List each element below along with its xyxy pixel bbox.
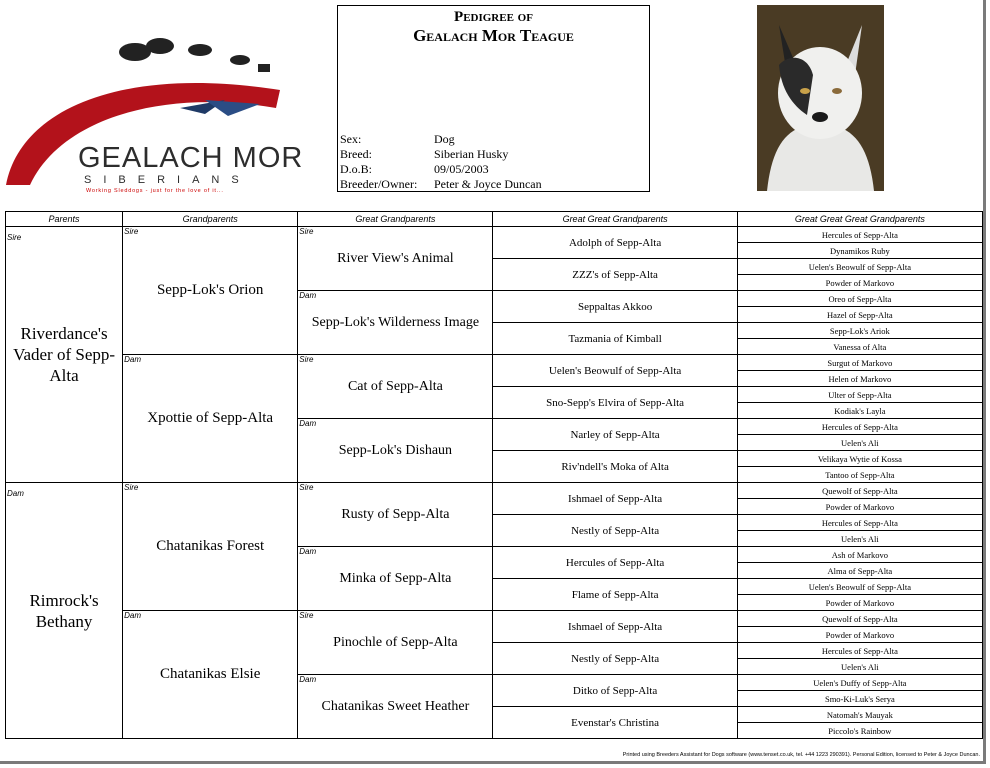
ggg-grandparent: Hercules of Sepp-Alta [737,227,982,243]
great-grandparent-name: Sepp-Lok's Dishaun [338,442,453,458]
grandparent-sire [123,227,298,355]
grandparent-name: Sepp-Lok's Orion [156,282,264,298]
info-value: Peter & Joyce Duncan [434,177,542,191]
ggg-grandparent: Uelen's Ali [737,659,982,675]
dam-tag: Dam [124,611,141,620]
dog-photo [757,5,884,191]
ggg-grandparent: Powder of Markovo [737,499,982,515]
sire-tag: Sire [7,233,22,242]
great-grandparent-sire [298,611,493,675]
great-grandparent-name: Cat of Sepp-Alta [347,378,443,394]
ggg-grandparent: Hazel of Sepp-Alta [737,307,982,323]
parent-name: Riverdance's Vader of Sepp-Alta [13,324,116,385]
ggg-grandparent: Ulter of Sepp-Alta [737,387,982,403]
dog-name-title: Gealach Mor Teague [413,26,574,45]
husky-portrait [757,5,884,191]
great-grandparent-sire [298,483,493,547]
ggg-grandparent: Hercules of Sepp-Alta [737,515,982,531]
grandparent-name: Chatanikas Elsie [159,666,261,682]
gg-grandparent: Narley of Sepp-Alta [493,419,737,451]
great-grandparent-dam [298,675,493,739]
gg-grandparent: Uelen's Beowulf of Sepp-Alta [493,355,737,387]
grandparent-name: Chatanikas Forest [156,538,265,554]
grandparent-dam [123,611,298,739]
great-grandparent-name: Pinochle of Sepp-Alta [333,634,458,650]
info-row-breed [340,147,542,162]
info-label: Breed: [340,147,372,161]
ggg-grandparent: Uelen's Ali [737,435,982,451]
ggg-grandparent: Quewolf of Sepp-Alta [737,483,982,499]
ggg-grandparent: Uelen's Duffy of Sepp-Alta [737,675,982,691]
sire-tag: Sire [124,227,139,236]
gg-grandparent: Ditko of Sepp-Alta [493,675,737,707]
great-grandparent-name: Rusty of Sepp-Alta [341,506,450,522]
column-header: Great Great Grandparents [493,212,737,227]
ggg-grandparent: Quewolf of Sepp-Alta [737,611,982,627]
ggg-grandparent: Powder of Markovo [737,275,982,291]
ggg-grandparent: Tantoo of Sepp-Alta [737,467,982,483]
dam-tag: Dam [299,419,317,428]
ggg-grandparent: Alma of Sepp-Alta [737,563,982,579]
dam-tag: Dam [124,355,141,364]
dam-tag: Dam [7,489,24,498]
gg-grandparent: ZZZ's of Sepp-Alta [493,259,737,291]
sire-tag: Sire [299,355,314,364]
dam-tag: Dam [299,675,317,684]
ggg-grandparent: Surgut of Markovo [737,355,982,371]
info-label: Sex: [340,132,362,146]
column-header: Great Great Great Grandparents [737,212,982,227]
ggg-grandparent: Dynamikos Ruby [737,243,982,259]
info-value: Siberian Husky [434,147,509,161]
great-grandparent-dam [298,547,493,611]
ggg-grandparent: Piccolo's Rainbow [737,723,982,739]
column-header-row [6,212,983,227]
parent-name: Rimrock's Bethany [29,590,99,631]
info-row-breeder [340,177,542,192]
ggg-grandparent: Uelen's Ali [737,531,982,547]
sire-tag: Sire [124,483,139,492]
gg-grandparent: Ishmael of Sepp-Alta [493,611,737,643]
column-header: Great Grandparents [298,212,493,227]
great-grandparent-name: Minka of Sepp-Alta [339,570,452,586]
gg-grandparent: Seppaltas Akkoo [493,291,737,323]
gg-grandparent: Ishmael of Sepp-Alta [493,483,737,515]
great-grandparent-name: River View's Animal [337,250,454,266]
ggg-grandparent: Hercules of Sepp-Alta [737,419,982,435]
great-grandparent-dam [298,419,493,483]
ggg-grandparent: Ash of Markovo [737,547,982,563]
column-header: Grandparents [123,212,298,227]
sire-tag: Sire [299,611,314,620]
gg-grandparent: Adolph of Sepp-Alta [493,227,737,259]
ggg-grandparent: Uelen's Beowulf of Sepp-Alta [737,579,982,595]
info-value: Dog [434,132,455,146]
ggg-grandparent: Kodiak's Layla [737,403,982,419]
dog-info [340,132,542,192]
ggg-grandparent: Natomah's Mauyak [737,707,982,723]
gg-grandparent: Evenstar's Christina [493,707,737,739]
gg-grandparent: Hercules of Sepp-Alta [493,547,737,579]
ggg-grandparent: Velikaya Wytie of Kossa [737,451,982,467]
great-grandparent-name: Chatanikas Sweet Heather [321,698,470,714]
gg-grandparent: Nestly of Sepp-Alta [493,515,737,547]
info-row-dob [340,162,542,177]
logo-title: GEALACH MOR [78,142,304,174]
gg-grandparent: Tazmania of Kimball [493,323,737,355]
column-header: Parents [6,212,123,227]
grandparent-sire [123,483,298,611]
gg-grandparent: Nestly of Sepp-Alta [493,643,737,675]
logo-tagline: Working Sleddogs - just for the love of it... [86,188,224,194]
grandparent-name: Xpottie of Sepp-Alta [147,410,274,426]
great-grandparent-dam [298,291,493,355]
pedigree-table [5,211,983,739]
printed-by-footer: Printed using Breeders Assistant for Dogs software (www.tenset.co.uk, tel. +44 1223 290391). Personal Edition, licensed to Peter & Joyce Duncan. [622,752,980,758]
parent-sire [6,227,123,483]
title-line-1: Pedigree of [454,9,533,25]
great-grandparent-sire [298,227,493,291]
pedigree-header-box [337,5,650,192]
ggg-grandparent: Powder of Markovo [737,595,982,611]
great-grandparent-name: Sepp-Lok's Wilderness Image [311,314,480,330]
sire-tag: Sire [299,483,314,492]
gg-grandparent: Flame of Sepp-Alta [493,579,737,611]
ggg-grandparent: Vanessa of Alta [737,339,982,355]
info-row-sex [340,132,542,147]
ggg-grandparent: Oreo of Sepp-Alta [737,291,982,307]
ggg-grandparent: Uelen's Beowulf of Sepp-Alta [737,259,982,275]
logo-subtitle: SIBERIANS [84,174,251,186]
dam-tag: Dam [299,291,317,300]
ggg-grandparent: Helen of Markovo [737,371,982,387]
ggg-grandparent: Powder of Markovo [737,627,982,643]
ggg-grandparent: Smo-Ki-Luk's Serya [737,691,982,707]
great-grandparent-sire [298,355,493,419]
parent-dam [6,483,123,739]
kennel-logo [0,20,320,194]
ggg-grandparent: Hercules of Sepp-Alta [737,643,982,659]
grandparent-dam [123,355,298,483]
sire-tag: Sire [299,227,314,236]
dam-tag: Dam [299,547,317,556]
ggg-grandparent: Sepp-Lok's Ariok [737,323,982,339]
gg-grandparent: Riv'ndell's Moka of Alta [493,451,737,483]
info-label: D.o.B: [340,162,373,176]
gg-grandparent: Sno-Sepp's Elvira of Sepp-Alta [493,387,737,419]
info-label: Breeder/Owner: [340,177,418,191]
info-value: 09/05/2003 [434,162,489,176]
